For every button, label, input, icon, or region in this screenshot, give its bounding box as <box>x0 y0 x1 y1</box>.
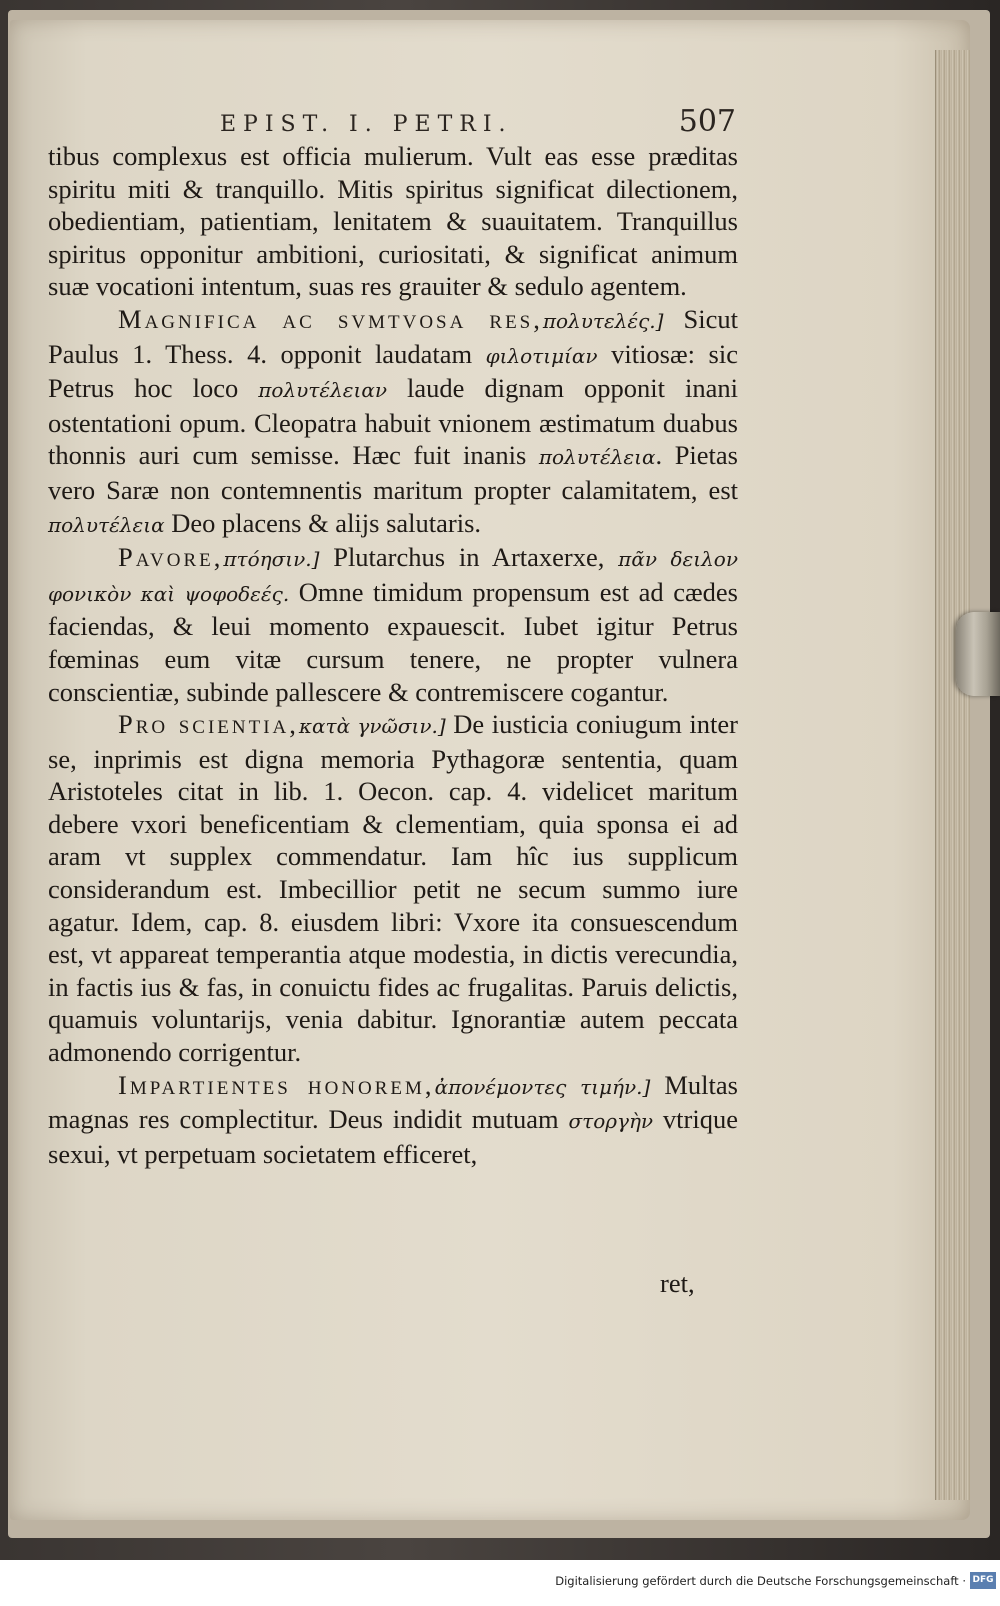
footer-bar <box>0 1560 1000 1606</box>
lemma-impartientes: Impartientes honorem, <box>118 1069 435 1100</box>
greek-word: στοργὴν <box>568 1109 654 1134</box>
paragraph-1 <box>48 140 738 303</box>
lemma-magnifica: Magnifica ac svmtvosa res, <box>118 303 543 334</box>
greek-word: πολυτέλεια <box>538 445 656 470</box>
greek-quote: πᾶν δειλον φονικὸν καὶ ψοφοδεές. <box>48 547 738 606</box>
greek-lemma-2: πτόησιν.] <box>223 547 320 572</box>
paragraph-2-text-a: Sicut Paulus 1. Thess. 4. opponit laudatam <box>48 303 738 369</box>
paragraph-2-text-e: Deo placens & alijs salutaris. <box>164 507 482 538</box>
paragraph-5 <box>48 1069 738 1171</box>
paragraph-4 <box>48 708 738 1069</box>
paragraph-3 <box>48 541 738 708</box>
paragraph-3-text-a: Plutarchus in Artaxerxe, <box>319 542 619 573</box>
greek-word: πολυτέλεια <box>48 512 165 537</box>
funding-credit: Digitalisierung gefördert durch die Deutsche Forschungsgemeinschaft · <box>555 1574 966 1588</box>
greek-lemma-3: κατὰ γνῶσιν.] <box>298 714 446 739</box>
paragraph-4-text: De iusticia coniugum inter se, inprimis est digna memoria Pythagoræ sententia, quam Aristoteles citat in lib. 1. Oecon. cap. 4. videlicet maritum debere vxori beneficentiam & clementiam, quia sponsa ei ad aram vt supplex commendatur. Iam hîc ius supplicum considerandum est. Imbecillior petit ne secum summo iure agatur. Idem, cap. 8. eiusdem libri: Vxore ita consuescendum est, vt appareat temperantia atque modestia, in dictis verecundia, in factis ius & fas, in conuictu fides ac frugalitas. Paruis delictis, quamuis voluntarijs, venia dabitur. Ignorantiæ autem peccata admonendo corrigentur. <box>48 709 738 1068</box>
book-clip <box>956 612 1000 696</box>
page-body <box>48 140 738 1170</box>
greek-word: πολυτέλειαν <box>258 378 387 403</box>
paragraph-5-text-a: Multas magnas res complectitur. Deus indidit mutuam <box>48 1069 738 1135</box>
paragraph-2-text-d: . Pietas vero Saræ non contemnentis maritum propter calamitatem, est <box>48 440 738 505</box>
lemma-pavore: Pavore, <box>118 542 224 573</box>
catchword: ret, <box>660 1268 695 1298</box>
paragraph-2 <box>48 303 738 541</box>
running-title: EPIST. I. PETRI. <box>220 112 513 137</box>
greek-lemma-1: πολυτελές.] <box>542 308 664 333</box>
lemma-pro-scientia: Pro scientia, <box>118 709 299 740</box>
paragraph-2-text-b: vitiosæ: sic Petrus hoc loco <box>48 338 738 404</box>
greek-lemma-4: ἀπονέμοντες τιμήν.] <box>434 1074 651 1099</box>
page-header <box>220 104 740 140</box>
page-number: 507 <box>678 104 736 139</box>
paragraph-2-text-c: laude dignam opponit inani ostentationi opum. Cleopatra habuit vnionem æstimatum duabus thonnis auri cum semisse. Hæc fuit inanis <box>48 373 738 471</box>
greek-word: φιλοτιμίαν <box>485 343 598 368</box>
paragraph-5-text-b: vtrique sexui, vt perpetuam societatem efficeret, <box>48 1104 738 1169</box>
dfg-logo-icon: DFG <box>970 1572 996 1589</box>
page-stack-edge <box>935 50 970 1500</box>
paragraph-1-text: tibus complexus est officia mulierum. Vult eas esse præditas spiritu miti & tranquillo. Mitis spiritus significat dilectionem, obedientiam, patientiam, lenitatem & suauitatem. Tranquillus spiritus opponitur ambitioni, curiositati, & significat animum suæ vocationi intentum, suas res grauiter & sedulo agentem. <box>48 141 738 302</box>
paragraph-3-text-b: Omne timidum propensum est ad cædes faciendas, & leui momento expauescit. Iubet igitur Petrus fœminas eum vitæ cursum tenere, ne propter vulnera conscientiæ, subinde pallescere & contremiscere cogantur. <box>48 576 738 707</box>
